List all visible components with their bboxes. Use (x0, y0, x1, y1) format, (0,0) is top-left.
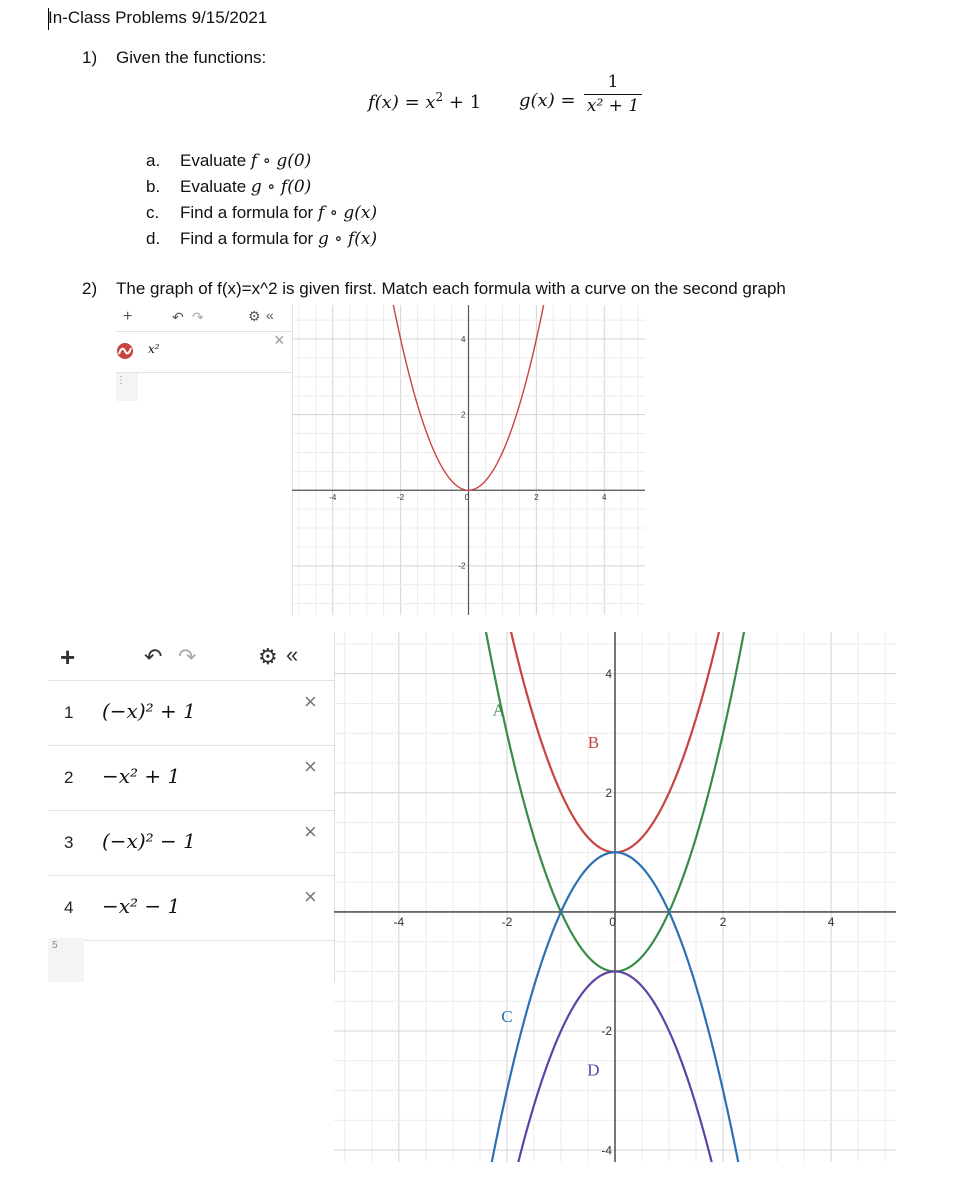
undo-icon[interactable]: ↶ (144, 644, 163, 669)
graph2-canvas[interactable] (334, 632, 896, 1162)
x-tick-label: 0 (464, 493, 470, 503)
x-tick-label: 4 (827, 914, 835, 929)
x-tick-label: -2 (501, 914, 513, 929)
list-item: a. Evaluate f ∘ g(0) (146, 151, 312, 171)
expression-index: 4 (64, 898, 74, 917)
close-icon[interactable]: × (274, 330, 285, 350)
expression-latex[interactable]: (−x)² − 1 (102, 829, 196, 853)
g-definition-lhs: g(x) = (519, 90, 576, 111)
y-tick-label: -2 (601, 1024, 612, 1039)
x-tick-label: 0 (609, 914, 616, 929)
problem-2-number: 2) (82, 279, 98, 298)
document-title: In-Class Problems 9/15/2021 (48, 8, 268, 27)
expression-row-4[interactable] (48, 876, 334, 941)
list-item: c. Find a formula for f ∘ g(x) (146, 203, 378, 223)
x-tick-label: 2 (534, 493, 539, 503)
graph1-curve-color-icon[interactable] (116, 342, 134, 360)
expression-index: 2 (64, 768, 74, 787)
add-expression-icon[interactable]: + (60, 642, 76, 672)
collapse-panel-icon[interactable]: « (266, 307, 274, 323)
curve-label-d: D (587, 1060, 600, 1080)
next-expression-index[interactable]: 5 (52, 940, 58, 951)
graph1-expression-row[interactable] (116, 332, 292, 373)
expression-index: 1 (64, 703, 74, 722)
graph2-gutter (48, 938, 84, 982)
y-tick-label: 4 (461, 334, 466, 344)
close-icon[interactable]: × (304, 754, 317, 779)
redo-icon[interactable]: ↷ (192, 309, 204, 325)
list-item: b. Evaluate g ∘ f(0) (146, 177, 312, 197)
add-expression-icon[interactable]: + (123, 308, 133, 325)
x-tick-label: -4 (393, 914, 405, 929)
problem-1-items (146, 148, 377, 252)
graph1-canvas[interactable] (292, 305, 645, 615)
f-lhs: f(x) = x (368, 92, 436, 113)
expression-latex[interactable]: (−x)² + 1 (102, 699, 196, 723)
graph2-expression-panel (48, 632, 335, 982)
expression-row-1[interactable] (48, 681, 334, 746)
expression-row-2[interactable] (48, 746, 334, 811)
g-fraction (584, 72, 642, 116)
problem-1-prompt: Given the functions: (116, 48, 267, 67)
x-tick-label: 4 (602, 493, 607, 503)
expression-row-3[interactable] (48, 811, 334, 876)
expression-latex[interactable]: −x² − 1 (102, 894, 181, 918)
undo-icon[interactable]: ↶ (172, 309, 184, 325)
y-tick-label: 2 (605, 785, 612, 800)
collapse-panel-icon[interactable]: « (286, 642, 299, 667)
curve-label-b: B (587, 733, 600, 753)
y-tick-label: -4 (601, 1143, 612, 1158)
expression-index: 3 (64, 833, 74, 852)
settings-gear-icon[interactable]: ⚙ (258, 644, 278, 669)
g-numerator: 1 (584, 72, 642, 95)
close-icon[interactable]: × (304, 689, 317, 714)
graph1-toolbar (116, 305, 292, 332)
f-rhs: + 1 (443, 92, 482, 113)
y-tick-label: 2 (461, 410, 466, 420)
close-icon[interactable]: × (304, 884, 317, 909)
problem-2-prompt: The graph of f(x)=x^2 is given first. Match each formula with a curve on the second graph (116, 279, 786, 298)
close-icon[interactable]: × (304, 819, 317, 844)
gutter-label: ⋮ (116, 375, 126, 386)
problem-1-heading (82, 48, 266, 68)
x-tick-label: -4 (329, 493, 337, 503)
settings-gear-icon[interactable]: ⚙ (248, 308, 261, 324)
graph1-expression-panel (116, 305, 293, 615)
expression-latex[interactable]: −x² + 1 (102, 764, 181, 788)
x-tick-label: -2 (397, 493, 405, 503)
f-exponent: 2 (435, 90, 444, 104)
graph2-toolbar (48, 632, 334, 681)
curve-label-a: A (492, 700, 505, 720)
y-tick-label: 4 (605, 666, 612, 681)
graph1-gutter (116, 373, 138, 401)
f-definition (368, 90, 481, 113)
y-tick-label: -2 (458, 561, 466, 571)
redo-icon[interactable]: ↷ (178, 644, 197, 669)
x-tick-label: 2 (719, 914, 727, 929)
graph1-expression-text[interactable]: x² (148, 342, 160, 356)
g-denominator: x² + 1 (586, 96, 640, 116)
list-item: d. Find a formula for g ∘ f(x) (146, 229, 378, 249)
problem-1-number: 1) (82, 48, 98, 67)
problem-2-heading (82, 279, 786, 299)
curve-label-c: C (501, 1007, 513, 1027)
